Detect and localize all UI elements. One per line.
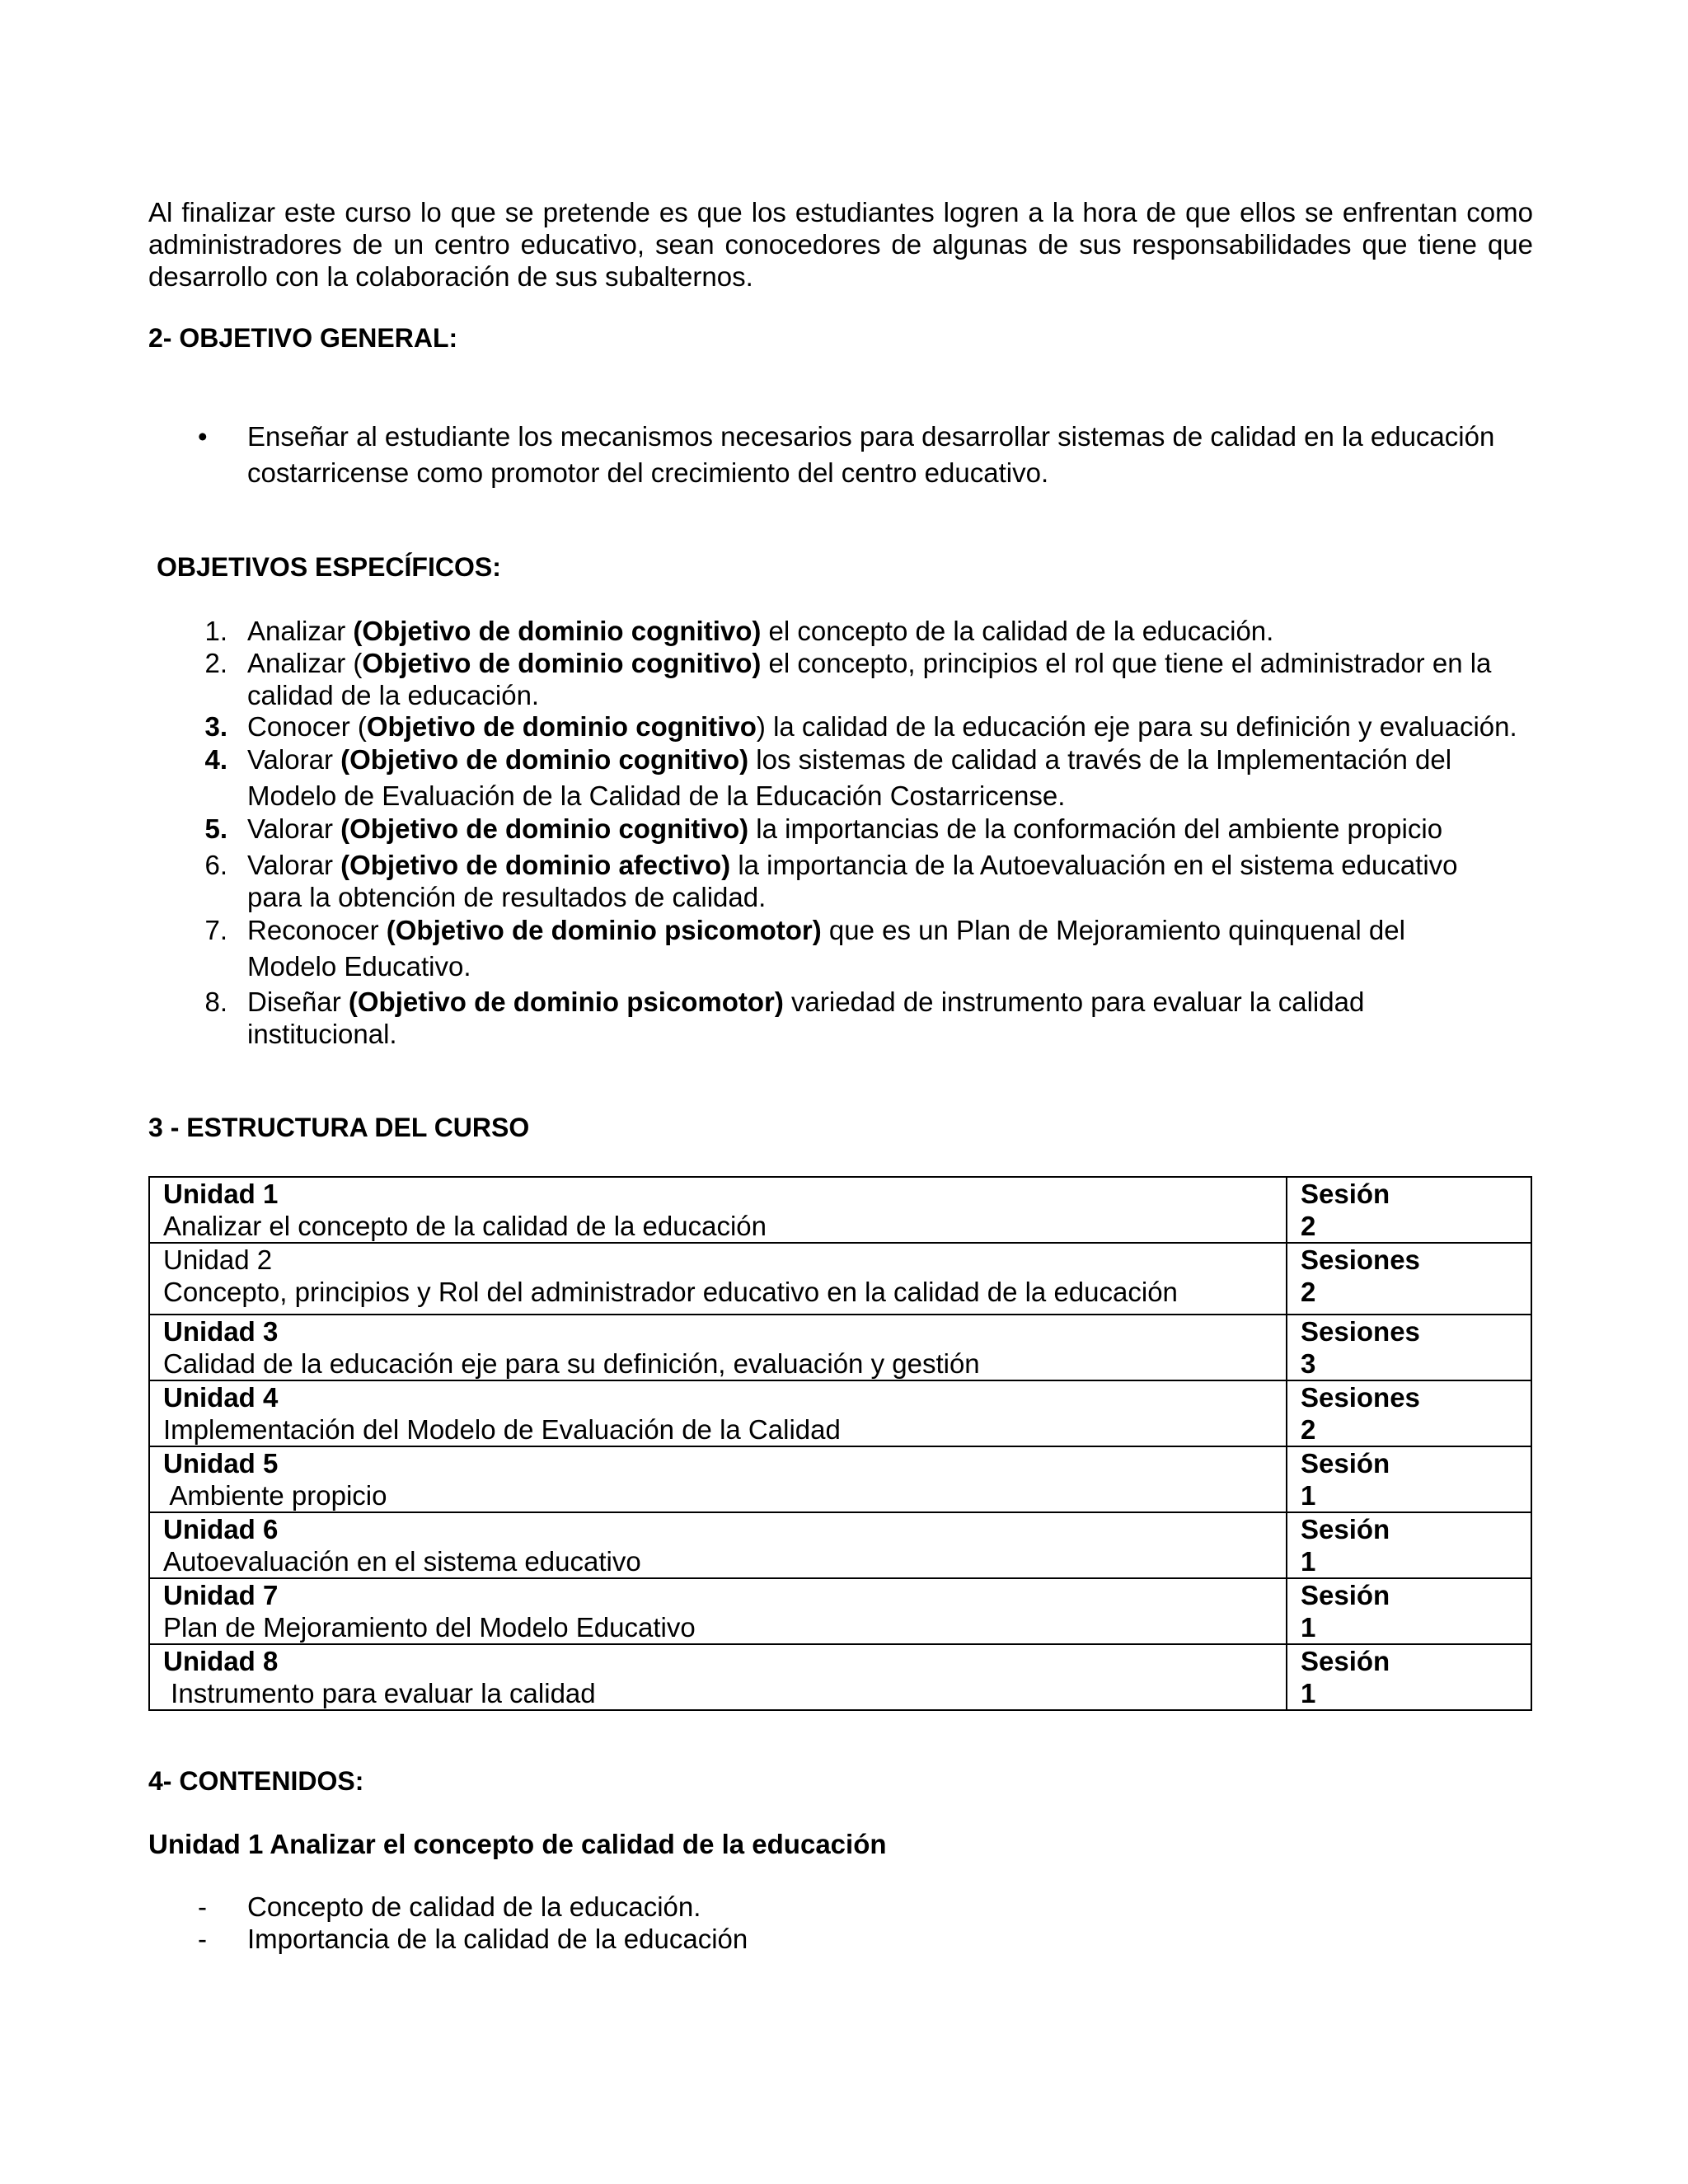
- item-verb: Conocer (: [247, 711, 367, 742]
- item-text: [247, 615, 1537, 647]
- item-rest: la importancia de la Autoevaluación en el sistema educativo: [730, 850, 1458, 880]
- general-objective-text: [247, 419, 1550, 491]
- session-cell: [1287, 1380, 1531, 1446]
- session-cell: [1287, 1446, 1531, 1512]
- session-count: 1: [1301, 1480, 1316, 1511]
- item-verb: Valorar: [247, 744, 341, 775]
- item-rest: variedad de instrumento para evaluar la calidad: [783, 987, 1365, 1017]
- item-number: 5.: [204, 813, 227, 844]
- general-objective-line: costarricense como promotor del crecimiento del centro educativo.: [247, 457, 1049, 488]
- unit-label: Unidad 8: [163, 1646, 279, 1676]
- item-text: [247, 849, 1537, 913]
- item-domain: Objetivo de dominio cognitivo): [362, 648, 762, 678]
- table-row: [149, 1315, 1531, 1380]
- dash-marker: -: [198, 1891, 207, 1922]
- item-domain: (Objetivo de dominio cognitivo): [340, 813, 749, 844]
- session-label: Sesiones: [1301, 1244, 1420, 1275]
- general-objective-bullet: [148, 419, 1550, 493]
- item-number: 3.: [204, 711, 227, 742]
- item-rest: ) la calidad de la educación eje para su definición y evaluación.: [756, 711, 1517, 742]
- item-verb: Analizar: [247, 616, 354, 646]
- table-row: [149, 1380, 1531, 1446]
- session-cell: [1287, 1315, 1531, 1380]
- item-rest: los sistemas de calidad a través de la Implementación del: [748, 744, 1452, 775]
- table-row: [149, 1512, 1531, 1578]
- unit-label: Unidad 2: [163, 1244, 273, 1275]
- session-cell: [1287, 1578, 1531, 1644]
- session-label: Sesión: [1301, 1646, 1390, 1676]
- unit-label: Unidad 7: [163, 1580, 279, 1610]
- item-text: [247, 710, 1537, 743]
- item-verb: Valorar: [247, 813, 341, 844]
- item-text: [247, 986, 1537, 1050]
- session-cell: [1287, 1243, 1531, 1315]
- bullet-dot: •: [198, 421, 208, 452]
- item-domain: (Objetivo de dominio afectivo): [340, 850, 731, 880]
- item-verb: Valorar: [247, 850, 341, 880]
- item-domain: Objetivo de dominio cognitivo: [366, 711, 757, 742]
- item-text: [247, 813, 1537, 845]
- item-number: 7.: [204, 915, 227, 945]
- table-row: [149, 1177, 1531, 1243]
- item-continuation: para la obtención de resultados de calidad.: [247, 882, 767, 912]
- item-continuation: Modelo de Evaluación de la Calidad de la Educación Costarricense.: [247, 780, 1066, 811]
- item-rest: la importancias de la conformación del ambiente propicio: [748, 813, 1443, 844]
- unit-label: Unidad 3: [163, 1316, 279, 1347]
- item-domain: (Objetivo de dominio cognitivo): [340, 744, 749, 775]
- item-text: [247, 742, 1537, 814]
- session-count: 1: [1301, 1546, 1316, 1577]
- intro-line: desarrollo con la colaboración de sus subalternos.: [148, 261, 753, 292]
- session-label: Sesiones: [1301, 1316, 1420, 1347]
- item-number: 8.: [204, 987, 227, 1017]
- unit-title: Ambiente propicio: [163, 1480, 387, 1511]
- item-text: [247, 647, 1537, 711]
- session-cell: [1287, 1512, 1531, 1578]
- session-count: 2: [1301, 1414, 1316, 1445]
- session-count: 1: [1301, 1678, 1316, 1708]
- dash-marker: -: [198, 1924, 207, 1954]
- unit-title: Analizar el concepto de la calidad de la educación: [163, 1211, 767, 1241]
- unit-title: Calidad de la educación eje para su definición, evaluación y gestión: [163, 1348, 980, 1379]
- specific-objectives-heading: OBJETIVOS ESPECÍFICOS:: [157, 552, 501, 582]
- unit-cell: [149, 1177, 1287, 1243]
- intro-line: administradores de un centro educativo, sean conocedores de algunas de sus responsabilidades que tiene que: [148, 229, 1533, 260]
- item-text: [247, 912, 1537, 985]
- item-rest: el concepto, principios el rol que tiene el administrador en la: [761, 648, 1492, 678]
- unit-label: Unidad 5: [163, 1448, 279, 1479]
- content-item-text: Importancia de la calidad de la educación: [247, 1924, 748, 1954]
- item-number: 1.: [204, 616, 227, 646]
- session-label: Sesión: [1301, 1580, 1390, 1610]
- item-continuation: Modelo Educativo.: [247, 951, 471, 982]
- table-row: [149, 1446, 1531, 1512]
- table-row: [149, 1243, 1531, 1315]
- intro-paragraph: [148, 196, 1533, 293]
- unit-label: Unidad 1: [163, 1179, 279, 1209]
- course-structure-table: [148, 1176, 1532, 1711]
- session-count: 1: [1301, 1612, 1316, 1643]
- unit-cell: [149, 1243, 1287, 1315]
- unit-label: Unidad 6: [163, 1514, 279, 1544]
- unit-cell: [149, 1644, 1287, 1710]
- item-number: 4.: [204, 744, 227, 775]
- content-item-text: Concepto de calidad de la educación.: [247, 1891, 701, 1922]
- general-objective-line: Enseñar al estudiante los mecanismos necesarios para desarrollar sistemas de calidad en la educación: [247, 421, 1495, 452]
- general-objective-heading: 2- OBJETIVO GENERAL:: [148, 323, 458, 353]
- unit-title: Instrumento para evaluar la calidad: [163, 1678, 596, 1708]
- item-rest: que es un Plan de Mejoramiento quinquenal del: [821, 915, 1405, 945]
- unit-cell: [149, 1315, 1287, 1380]
- unit-title: Plan de Mejoramiento del Modelo Educativo: [163, 1612, 696, 1643]
- item-rest: el concepto de la calidad de la educación.: [761, 616, 1274, 646]
- unit-1-heading: Unidad 1 Analizar el concepto de calidad de la educación: [148, 1829, 887, 1859]
- unit-title: Autoevaluación en el sistema educativo: [163, 1546, 641, 1577]
- course-structure-heading: 3 - ESTRUCTURA DEL CURSO: [148, 1113, 530, 1142]
- contents-heading: 4- CONTENIDOS:: [148, 1766, 364, 1796]
- session-label: Sesión: [1301, 1514, 1390, 1544]
- item-domain: (Objetivo de dominio psicomotor): [348, 987, 784, 1017]
- table-row: [149, 1578, 1531, 1644]
- unit-title: Implementación del Modelo de Evaluación de la Calidad: [163, 1414, 841, 1445]
- session-count: 2: [1301, 1211, 1316, 1241]
- item-number: 2.: [204, 648, 227, 678]
- unit-title: Concepto, principios y Rol del administrador educativo en la calidad de la educación: [163, 1277, 1178, 1307]
- item-verb: Reconocer: [247, 915, 387, 945]
- unit-cell: [149, 1578, 1287, 1644]
- item-domain: (Objetivo de dominio psicomotor): [386, 915, 822, 945]
- table-row: [149, 1644, 1531, 1710]
- session-count: 2: [1301, 1277, 1316, 1307]
- session-label: Sesiones: [1301, 1382, 1420, 1413]
- session-label: Sesión: [1301, 1448, 1390, 1479]
- unit-cell: [149, 1446, 1287, 1512]
- unit-cell: [149, 1512, 1287, 1578]
- session-count: 3: [1301, 1348, 1316, 1379]
- item-continuation: calidad de la educación.: [247, 680, 540, 710]
- item-verb: Diseñar: [247, 987, 349, 1017]
- item-number: 6.: [204, 850, 227, 880]
- item-verb: Analizar (: [247, 648, 363, 678]
- item-continuation: institucional.: [247, 1019, 397, 1049]
- item-domain: (Objetivo de dominio cognitivo): [353, 616, 762, 646]
- unit-cell: [149, 1380, 1287, 1446]
- unit-label: Unidad 4: [163, 1382, 279, 1413]
- session-cell: [1287, 1644, 1531, 1710]
- session-label: Sesión: [1301, 1179, 1390, 1209]
- intro-line: Al finalizar este curso lo que se pretende es que los estudiantes logren a la hora de que ellos se enfrentan como: [148, 197, 1533, 227]
- session-cell: [1287, 1177, 1531, 1243]
